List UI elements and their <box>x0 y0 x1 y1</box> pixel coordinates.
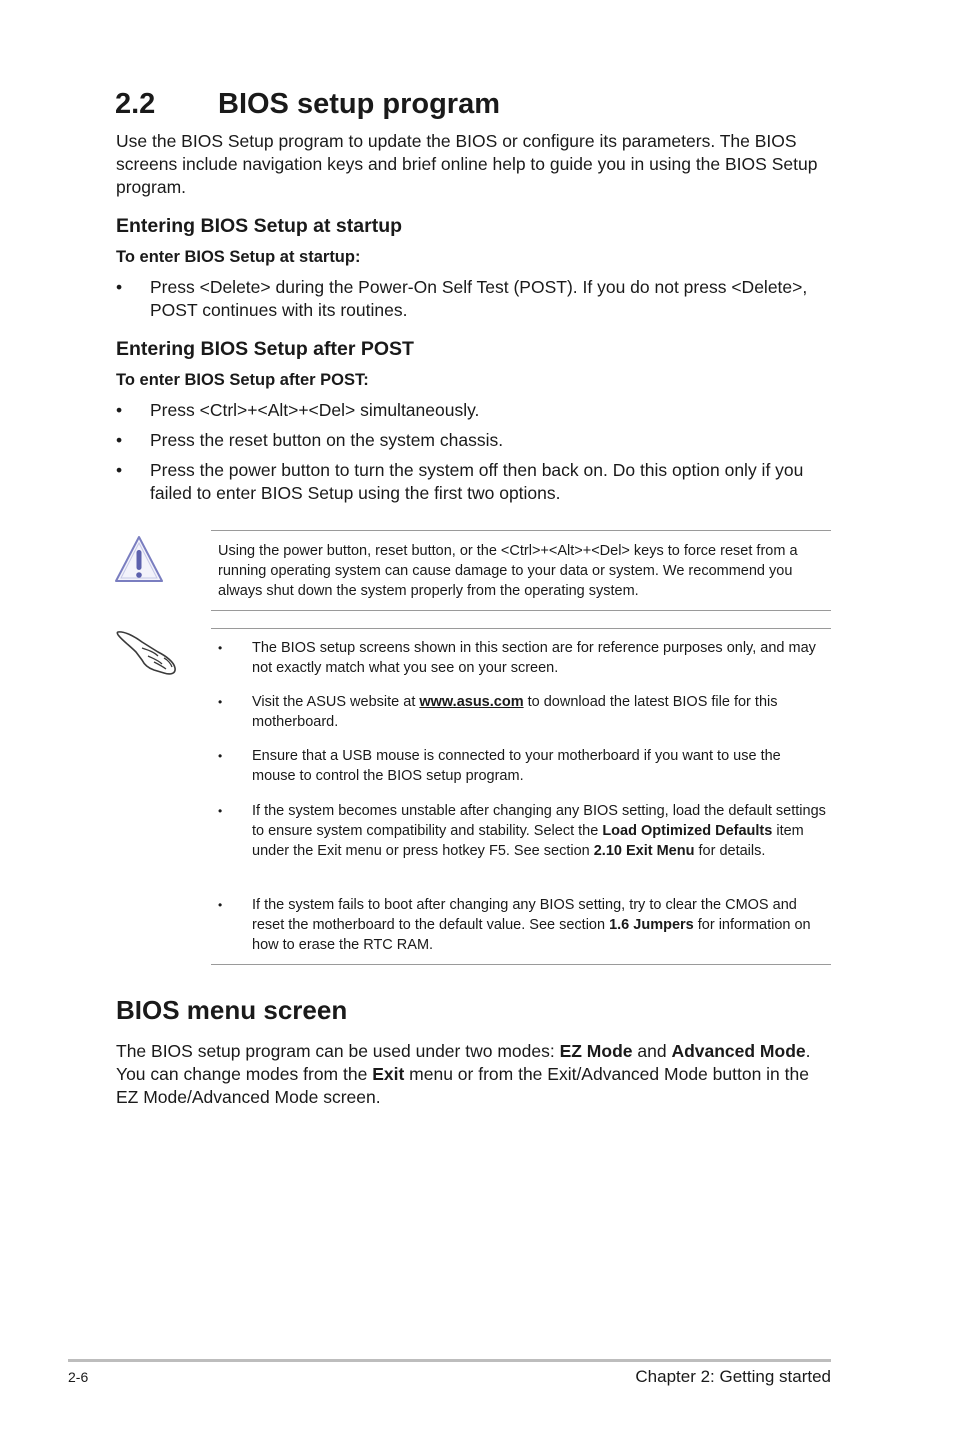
paragraph-part: The BIOS setup program can be used under two modes: <box>116 1041 560 1061</box>
note-text-part: for details. <box>694 843 766 859</box>
note-text-part: If the system fails to boot after changing any BIOS setting, try to clear the CMOS and reset the motherboard to the default value. See section <box>252 897 797 933</box>
bullet-dot: • <box>218 641 223 655</box>
bullet-text: Press the power button to turn the system off then back on. Do this option only if you failed to enter BIOS Setup using the first two options. <box>150 460 804 503</box>
bullet-text: Press <Ctrl>+<Alt>+<Del> simultaneously. <box>150 400 480 420</box>
note-bold-term: 1.6 Jumpers <box>609 917 694 933</box>
bold-term: Exit <box>372 1064 405 1084</box>
notes-top-rule <box>211 628 831 629</box>
bullet-dot: • <box>116 400 123 420</box>
chapter-label: Chapter 2: Getting started <box>635 1367 831 1386</box>
bullet-text: Press <Delete> during the Power-On Self Test (POST). If you do not press <Delete>, POST continues with its routines. <box>150 277 808 320</box>
bold-term: EZ Mode <box>559 1041 633 1061</box>
bullet-dot: • <box>218 695 223 709</box>
paragraph-part: and <box>632 1041 672 1061</box>
note-bold-term: Load Optimized Defaults <box>602 823 773 839</box>
bullet-dot: • <box>218 804 223 818</box>
asus-website-link[interactable]: www.asus.com <box>419 694 524 710</box>
bold-term: Advanced Mode <box>671 1041 806 1061</box>
paragraph-part: menu or from the Exit/Advanced Mode button in the EZ Mode/Advanced Mode screen. <box>116 1064 809 1107</box>
notes-bottom-rule <box>211 964 831 965</box>
intro-paragraph: Use the BIOS Setup program to update the BIOS or configure its parameters. The BIOS screens include navigation keys and brief online help to guide you in using the BIOS Setup program. <box>116 131 818 197</box>
bullet-dot: • <box>116 430 123 450</box>
after-post-subheading: To enter BIOS Setup after POST: <box>116 371 369 389</box>
note-text-part: to download the latest BIOS file for this motherboard. <box>252 694 778 730</box>
note-text-part: Visit the ASUS website at <box>252 694 420 710</box>
bullet-dot: • <box>218 749 223 763</box>
after-post-heading: Entering BIOS Setup after POST <box>116 338 414 360</box>
menu-screen-heading: BIOS menu screen <box>116 995 348 1025</box>
startup-subheading: To enter BIOS Setup at startup: <box>116 248 361 266</box>
section-title: BIOS setup program <box>218 88 500 120</box>
caution-text: Using the power button, reset button, or the <Ctrl>+<Alt>+<Del> keys to force reset from a running operating system can cause damage to your data or system. We recommend you always shut down the system properly from the operating system. <box>218 543 798 599</box>
note-text-part: for information on how to erase the RTC RAM. <box>252 917 811 953</box>
startup-heading: Entering BIOS Setup at startup <box>116 215 403 237</box>
bullet-dot: • <box>116 277 123 297</box>
warning-triangle-icon <box>113 533 165 585</box>
note-text: The BIOS setup screens shown in this section are for reference purposes only, and may not exactly match what you see on your screen. <box>252 640 816 676</box>
page-number: 2-6 <box>68 1369 89 1385</box>
note-text <box>252 801 828 861</box>
caution-top-rule <box>211 530 831 531</box>
note-text <box>252 895 828 955</box>
note-text-part: item under the Exit menu or press hotkey F5. See section <box>252 823 804 859</box>
bullet-dot: • <box>218 898 223 912</box>
note-text-part: If the system becomes unstable after changing any BIOS setting, load the default settings to ensure system compatibility and stability. Select the <box>252 803 826 839</box>
section-number: 2.2 <box>115 88 156 120</box>
bullet-dot: • <box>116 460 123 480</box>
caution-bottom-rule <box>211 610 831 611</box>
note-bold-term: 2.10 Exit Menu <box>593 843 695 859</box>
note-text: Ensure that a USB mouse is connected to your motherboard if you want to use the mouse to control the BIOS setup program. <box>252 748 781 784</box>
footer-rule <box>68 1359 831 1362</box>
menu-screen-paragraph <box>116 1040 836 1109</box>
pointing-hand-icon <box>114 626 178 678</box>
note-text <box>252 692 828 732</box>
section-heading <box>115 88 500 121</box>
paragraph-part: . You can change modes from the <box>116 1041 811 1084</box>
bullet-text: Press the reset button on the system chassis. <box>150 430 504 450</box>
